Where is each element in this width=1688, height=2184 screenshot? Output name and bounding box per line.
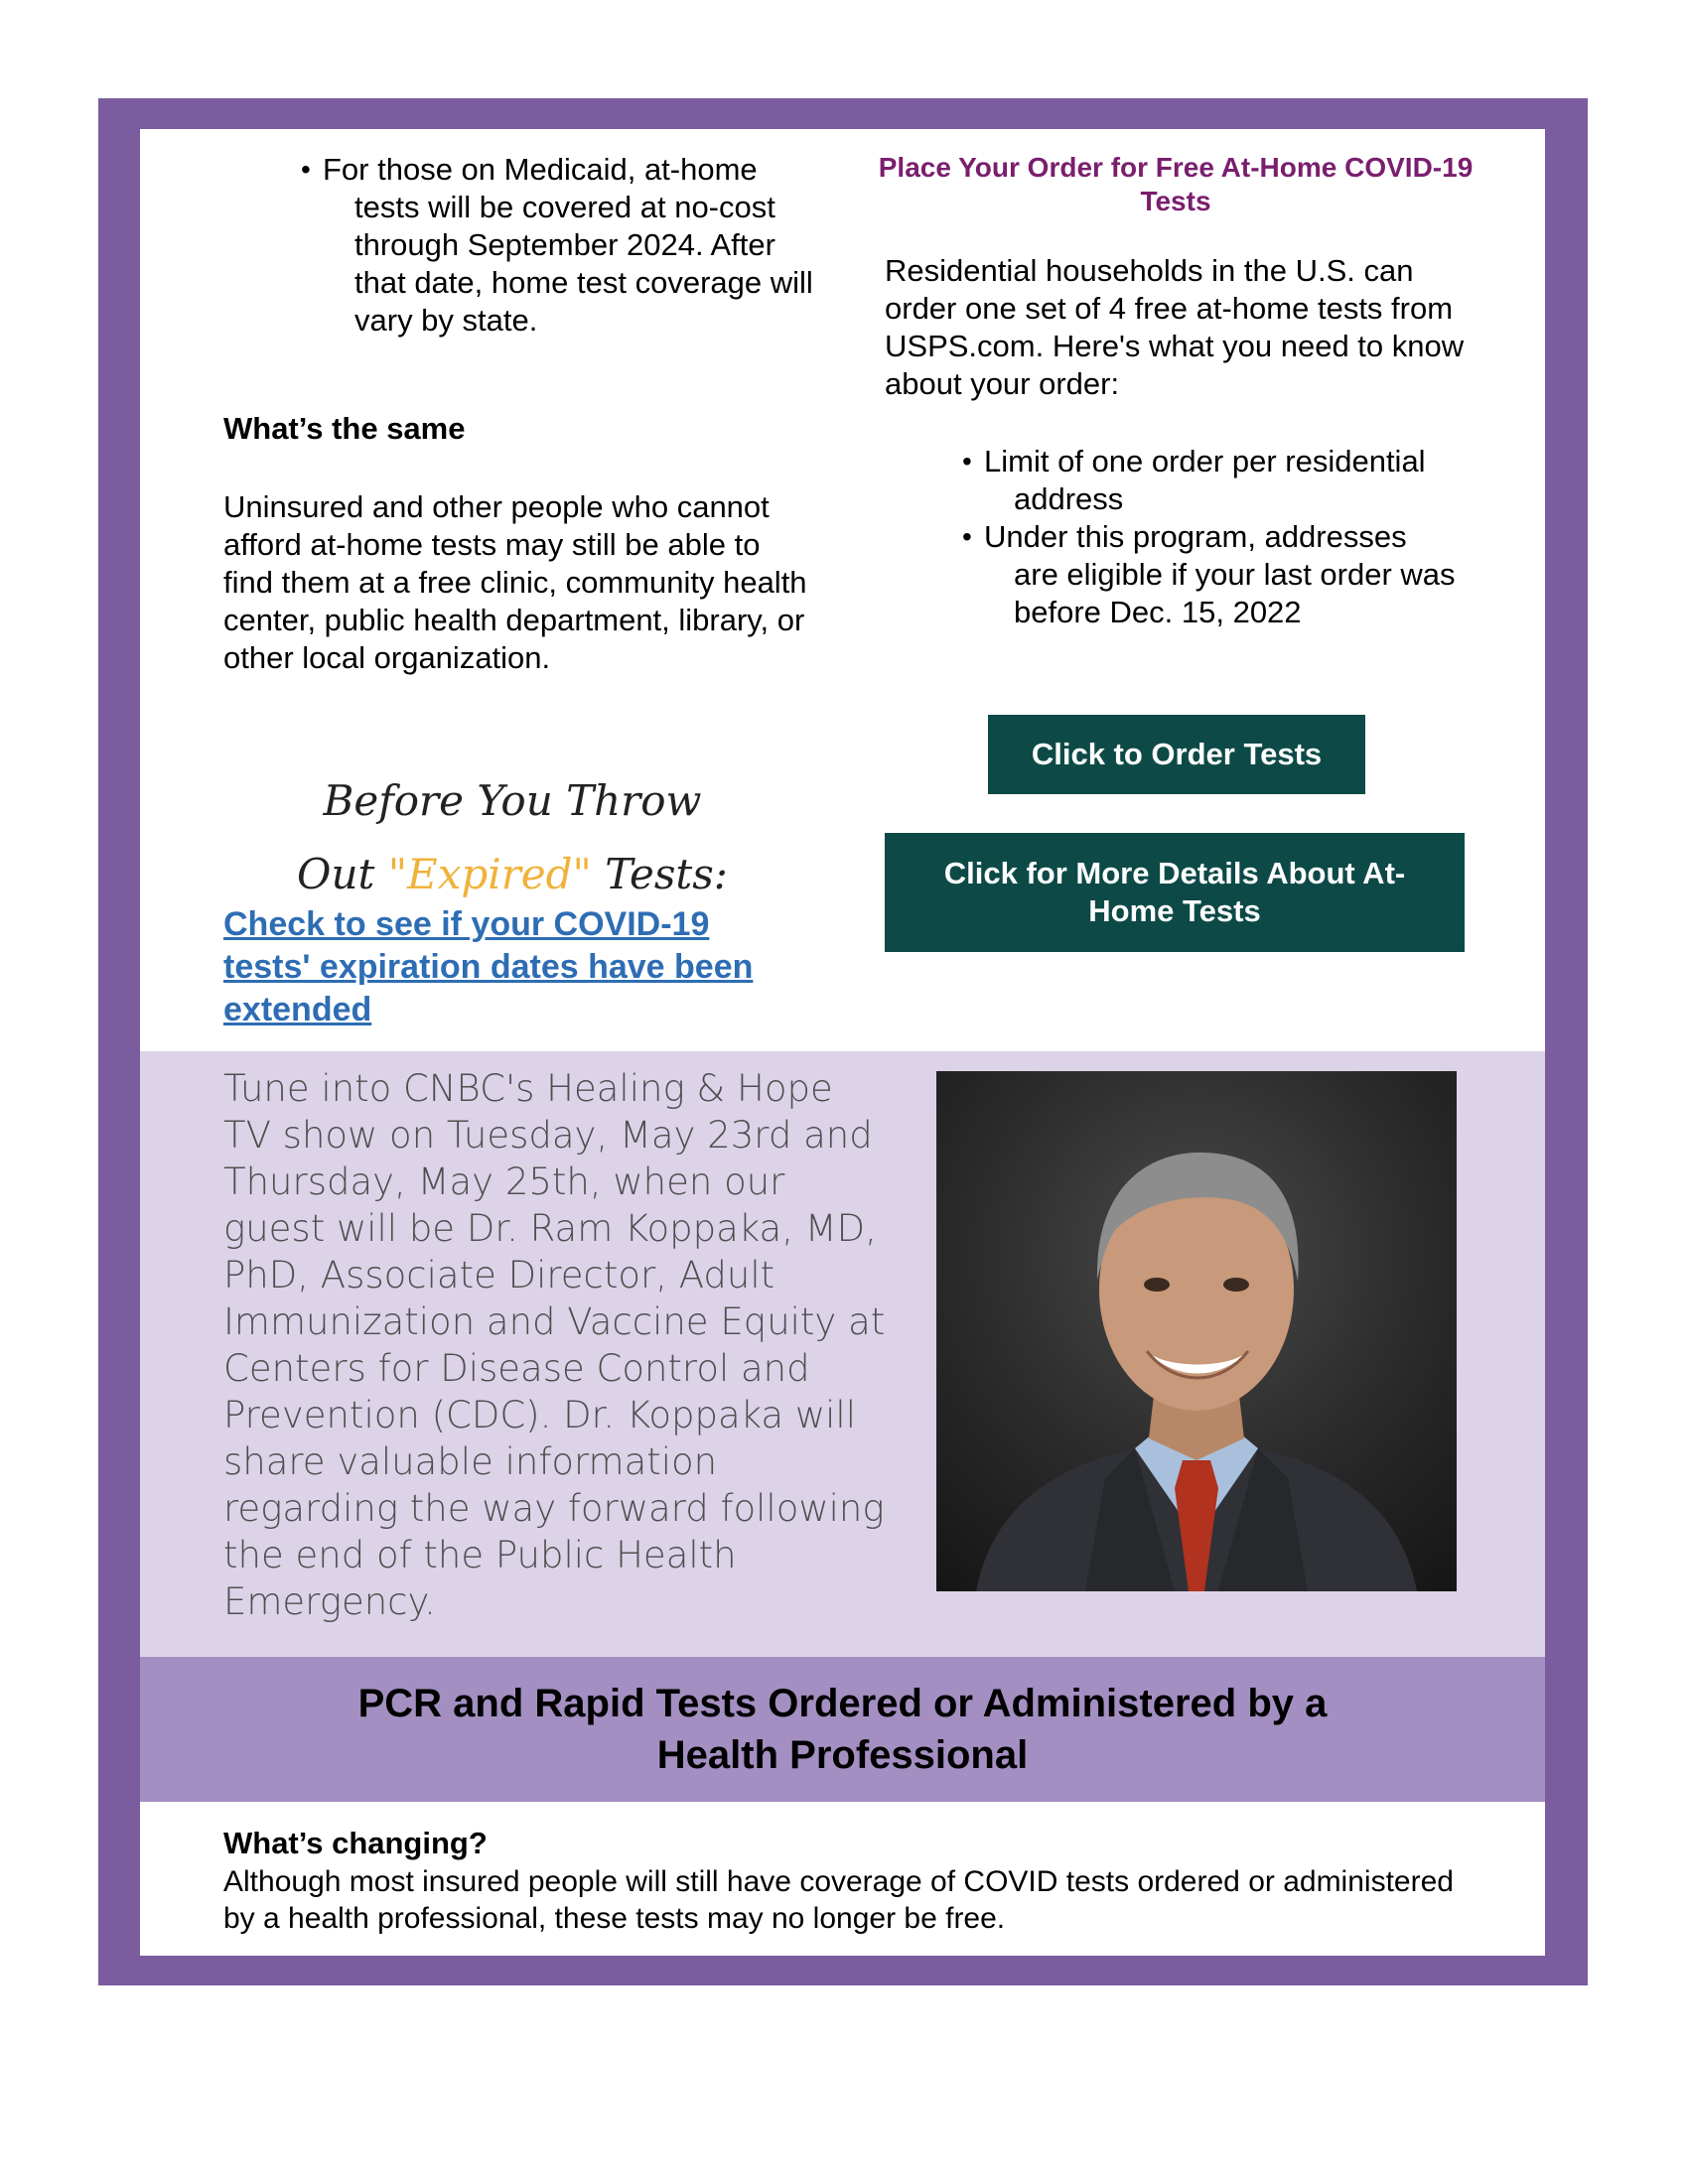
expired-title-line1: Before You Throw [323, 776, 702, 825]
pcr-section-banner [140, 1657, 1545, 1802]
whats-the-same-body: Uninsured and other people who cannot afford at-home tests may still be able to find them at a free clinic, community health center, public health department, library, or other local organization. [223, 489, 807, 675]
check-expiration-link[interactable]: Check to see if your COVID-19 tests' expiration dates have been extended [223, 905, 754, 1028]
order-bullet-limit-first: Limit of one order per residential [984, 444, 1426, 478]
order-bullet-eligible [984, 518, 1500, 631]
medicaid-bullet-first: For those on Medicaid, at-home [323, 152, 758, 187]
medicaid-list [323, 151, 819, 340]
page-content [140, 129, 1545, 1956]
expired-title-tests: Tests: [591, 850, 728, 898]
expired-title-line2 [289, 838, 736, 911]
whats-changing-heading: What’s changing? [223, 1826, 488, 1860]
order-bullet-limit [984, 443, 1500, 518]
order-heading: Place Your Order for Free At-Home COVID-19 Tests [878, 152, 1474, 216]
tv-show-section [140, 1051, 1545, 1657]
whats-changing-body: Although most insured people will still have coverage of COVID tests ordered or administered by a health professional, these tests may no longer be free. [223, 1865, 1454, 1935]
order-bullet-limit-rest: address [1014, 481, 1124, 516]
order-tests-button[interactable]: Click to Order Tests [988, 715, 1365, 794]
order-bullet-list [984, 443, 1500, 631]
more-details-button[interactable] [885, 833, 1465, 952]
medicaid-bullet [323, 151, 819, 340]
whats-the-same-heading: What’s the same [223, 411, 466, 446]
order-body: Residential households in the U.S. can order one set of 4 free at-home tests from USPS.com. Here's what you need to know about your order: [885, 253, 1465, 401]
expired-title-out: Out [297, 850, 388, 898]
guest-portrait [936, 1071, 1457, 1591]
expired-title-expired-word: "Expired" [387, 850, 592, 898]
page-frame [98, 98, 1588, 1985]
medicaid-bullet-rest: tests will be covered at no-cost through September 2024. After that date, home test coverage will vary by state. [354, 190, 813, 338]
expired-tests-title [289, 764, 736, 911]
order-bullet-eligible-first: Under this program, addresses [984, 519, 1407, 554]
pcr-section-title: PCR and Rapid Tests Ordered or Administered by a Health Professional [357, 1682, 1328, 1777]
guest-portrait-illustration [936, 1071, 1457, 1591]
more-details-button-label: Click for More Details About At-Home Tests [943, 856, 1406, 928]
tv-show-text: Tune into CNBC's Healing & Hope TV show on Tuesday, May 23rd and Thursday, May 25th, when our guest will be Dr. Ram Koppaka, MD, PhD, Associate Director, Adult Immunization and Vaccine Equity at Centers for Disease Control and Prevention (CDC). Dr. Koppaka will share valuable information regarding the way forward following the end of the Public Health Emergency. [223, 1067, 886, 1623]
order-bullet-eligible-rest: are eligible if your last order was before Dec. 15, 2022 [1014, 557, 1456, 629]
